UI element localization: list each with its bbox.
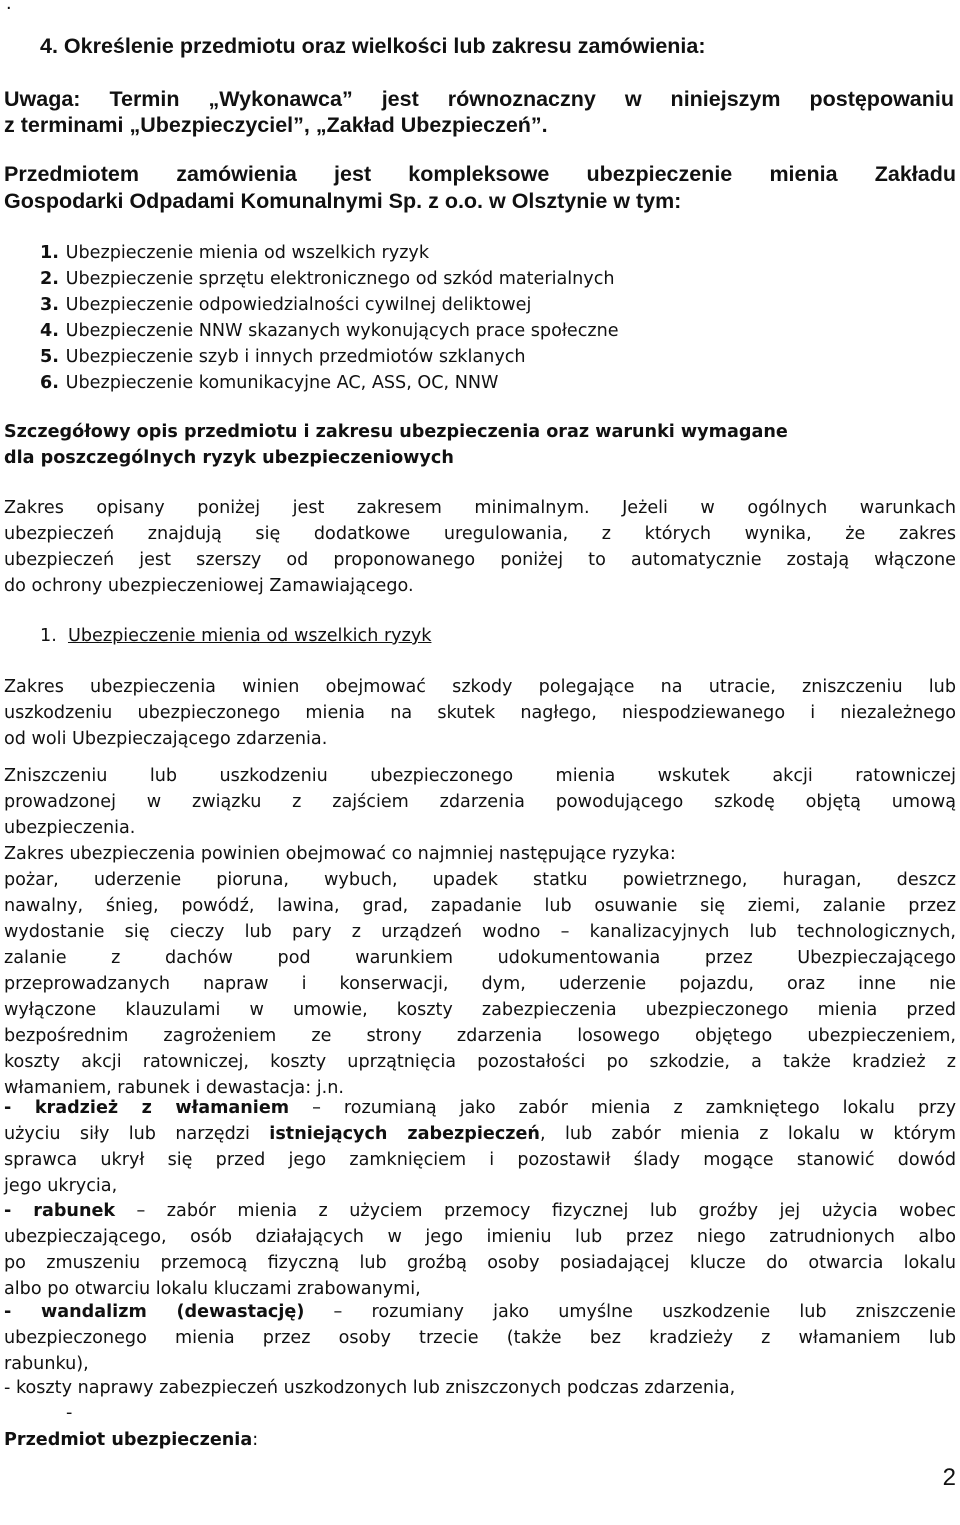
term-text: – rozumiany jako umyślne uszkodzenie lub zniszczenie [304, 1302, 957, 1322]
list-text: Ubezpieczenie sprzętu elektronicznego od szkód materialnych [65, 269, 615, 289]
section-1-number: 1. [40, 626, 57, 646]
text-line [4, 1095, 956, 1121]
term-label: - rabunek [4, 1201, 116, 1221]
text-line: ubezpieczonego mienia przez osoby trzecie (także bez kradzieży z włamaniem lub [4, 1328, 956, 1348]
text-line [4, 1198, 956, 1224]
list-item [40, 370, 619, 396]
text-line: przeprowadzanych napraw i konserwacji, dym, uderzenie pojazdu, oraz inne nie [4, 974, 956, 994]
section-1-label: Ubezpieczenie mienia od wszelkich ryzyk [67, 626, 432, 646]
list-text: Ubezpieczenie odpowiedzialności cywilnej deliktowej [65, 295, 532, 315]
detail-heading-line: dla poszczególnych ryzyk ubezpieczeniowych [4, 448, 454, 468]
list-number: 2. [40, 269, 59, 289]
lone-dash: - [66, 1403, 73, 1423]
text-fragment: użyciu siły lub narzędzi [4, 1124, 270, 1144]
paragraph-3 [4, 841, 956, 1101]
repair-costs: - koszty naprawy zabezpieczeń uszkodzonych lub zniszczonych podczas zdarzenia, [4, 1378, 736, 1398]
term-label: - kradzież z włamaniem [4, 1098, 290, 1118]
vandalism-definition [4, 1299, 956, 1377]
bold-fragment: istniejących zabezpieczeń [269, 1124, 540, 1144]
text-line: Zakres ubezpieczenia powinien obejmować co najmniej następujące ryzyka: [4, 844, 676, 864]
text-line: koszty akcji ratowniczej, koszty uprzątnięcia pozostałości po szkodzie, a także kradzież z [4, 1052, 956, 1072]
text-fragment: , lub zabór mienia z lokalu w którym [539, 1124, 956, 1144]
insurance-subject-text: Przedmiot ubezpieczenia [4, 1430, 253, 1450]
scope-list [40, 240, 619, 396]
paragraph-1 [4, 674, 956, 752]
list-item [40, 318, 619, 344]
text-line: Zniszczeniu lub uszkodzeniu ubezpieczonego mienia wskutek akcji ratowniczej [4, 766, 956, 786]
section-heading: 4. Określenie przedmiotu oraz wielkości lub zakresu zamówienia: [40, 34, 706, 58]
text-line [4, 1121, 956, 1147]
text-line: włamaniem, rabunek i dewastacja: j.n. [4, 1078, 344, 1098]
insurance-subject-label [4, 1427, 258, 1453]
text-line: nawalny, śnieg, powódź, lawina, grad, zapadanie lub osuwanie się ziemi, zalanie przez [4, 896, 956, 916]
detail-heading-line: Szczegółowy opis przedmiotu i zakresu ubezpieczenia oraz warunki wymagane [4, 422, 788, 442]
text-line: ubezpieczeń jest szerszy od proponowanego poniżej to automatycznie zostają włączone [4, 550, 956, 570]
terms-note-line: z terminami „Ubezpieczyciel”, „Zakład Ubezpieczeń”. [4, 113, 548, 137]
list-text: Ubezpieczenie mienia od wszelkich ryzyk [65, 243, 430, 263]
term-text: – zabór mienia z użyciem przemocy fizycznej lub groźby jej użycia wobec [115, 1201, 956, 1221]
text-line: uszkodzeniu ubezpieczonego mienia na skutek nagłego, niespodziewanego i niezależnego [4, 703, 956, 723]
list-item [40, 266, 619, 292]
list-number: 1. [40, 243, 59, 263]
list-text: Ubezpieczenie NNW skazanych wykonujących prace społeczne [65, 321, 619, 341]
terms-note-line: Uwaga: Termin „Wykonawca” jest równoznaczny w niniejszym postępowaniu [4, 87, 954, 111]
text-line: albo po otwarciu lokalu kluczami zrabowanymi, [4, 1279, 421, 1299]
order-subject [4, 161, 956, 215]
term-text: – rozumianą jako zabór mienia z zamkniętego lokalu przy [289, 1098, 956, 1118]
text-line: pożar, uderzenie pioruna, wybuch, upadek statku powietrznego, huragan, deszcz [4, 870, 956, 890]
text-line: Zakres opisany poniżej jest zakresem minimalnym. Jeżeli w ogólnych warunkach [4, 498, 956, 518]
list-number: 6. [40, 373, 59, 393]
list-item [40, 292, 619, 318]
order-subject-line: Gospodarki Odpadami Komunalnymi Sp. z o.o. w Olsztynie w tym: [4, 189, 682, 213]
robbery-definition [4, 1198, 956, 1302]
list-number: 3. [40, 295, 59, 315]
theft-definition [4, 1095, 956, 1199]
text-line: rabunku), [4, 1354, 89, 1374]
order-subject-line: Przedmiotem zamówienia jest kompleksowe ubezpieczenie mienia Zakładu [4, 162, 956, 186]
list-text: Ubezpieczenie komunikacyjne AC, ASS, OC, NNW [65, 373, 499, 393]
list-number: 5. [40, 347, 59, 367]
term-label: - wandalizm (dewastację) [4, 1302, 305, 1322]
list-item [40, 344, 619, 370]
list-item [40, 240, 619, 266]
insurance-subject-colon: : [252, 1430, 259, 1450]
paragraph-2 [4, 763, 956, 841]
list-number: 4. [40, 321, 59, 341]
detail-heading [4, 419, 940, 471]
text-line: ubezpieczającego, osób działających w jego imieniu lub przez niego zatrudnionych albo [4, 1227, 956, 1247]
page-number: 2 [942, 1464, 956, 1491]
text-line: wyłączone klauzulami w umowie, koszty zabezpieczenia ubezpieczonego mienia przed [4, 1000, 956, 1020]
text-line: ubezpieczenia. [4, 818, 136, 838]
text-line: zalanie z dachów pod warunkiem udokumentowania przez Ubezpieczającego [4, 948, 956, 968]
text-line: prowadzonej w związku z zajściem zdarzenia powodującego szkodę objętą umową [4, 792, 956, 812]
terms-note [4, 86, 954, 138]
text-line: po zmuszeniu przemocą fizyczną lub groźbą osoby posiadającej klucze do otwarcia lokalu [4, 1253, 956, 1273]
text-line: od woli Ubezpieczającego zdarzenia. [4, 729, 328, 749]
text-line: do ochrony ubezpieczeniowej Zamawiającego. [4, 576, 414, 596]
section-1-title [40, 623, 431, 649]
scope-note [4, 495, 956, 599]
text-line: sprawca ukrył się przed jego zamknięciem i pozostawił ślady mogące stanowić dowód [4, 1150, 956, 1170]
list-text: Ubezpieczenie szyb i innych przedmiotów szklanych [65, 347, 526, 367]
text-line: wydostanie się cieczy lub pary z urządzeń wodno – kanalizacyjnych lub technologicznych, [4, 922, 956, 942]
text-line: Zakres ubezpieczenia winien obejmować szkody polegające na utracie, zniszczeniu lub [4, 677, 956, 697]
top-dot: . [6, 0, 12, 14]
text-line [4, 1299, 956, 1325]
text-line: jego ukrycia, [4, 1176, 118, 1196]
text-line: bezpośrednim zagrożeniem ze strony zdarzenia losowego objętego ubezpieczeniem, [4, 1026, 956, 1046]
text-line: ubezpieczeń znajdują się dodatkowe uregulowania, z których wynika, że zakres [4, 524, 956, 544]
